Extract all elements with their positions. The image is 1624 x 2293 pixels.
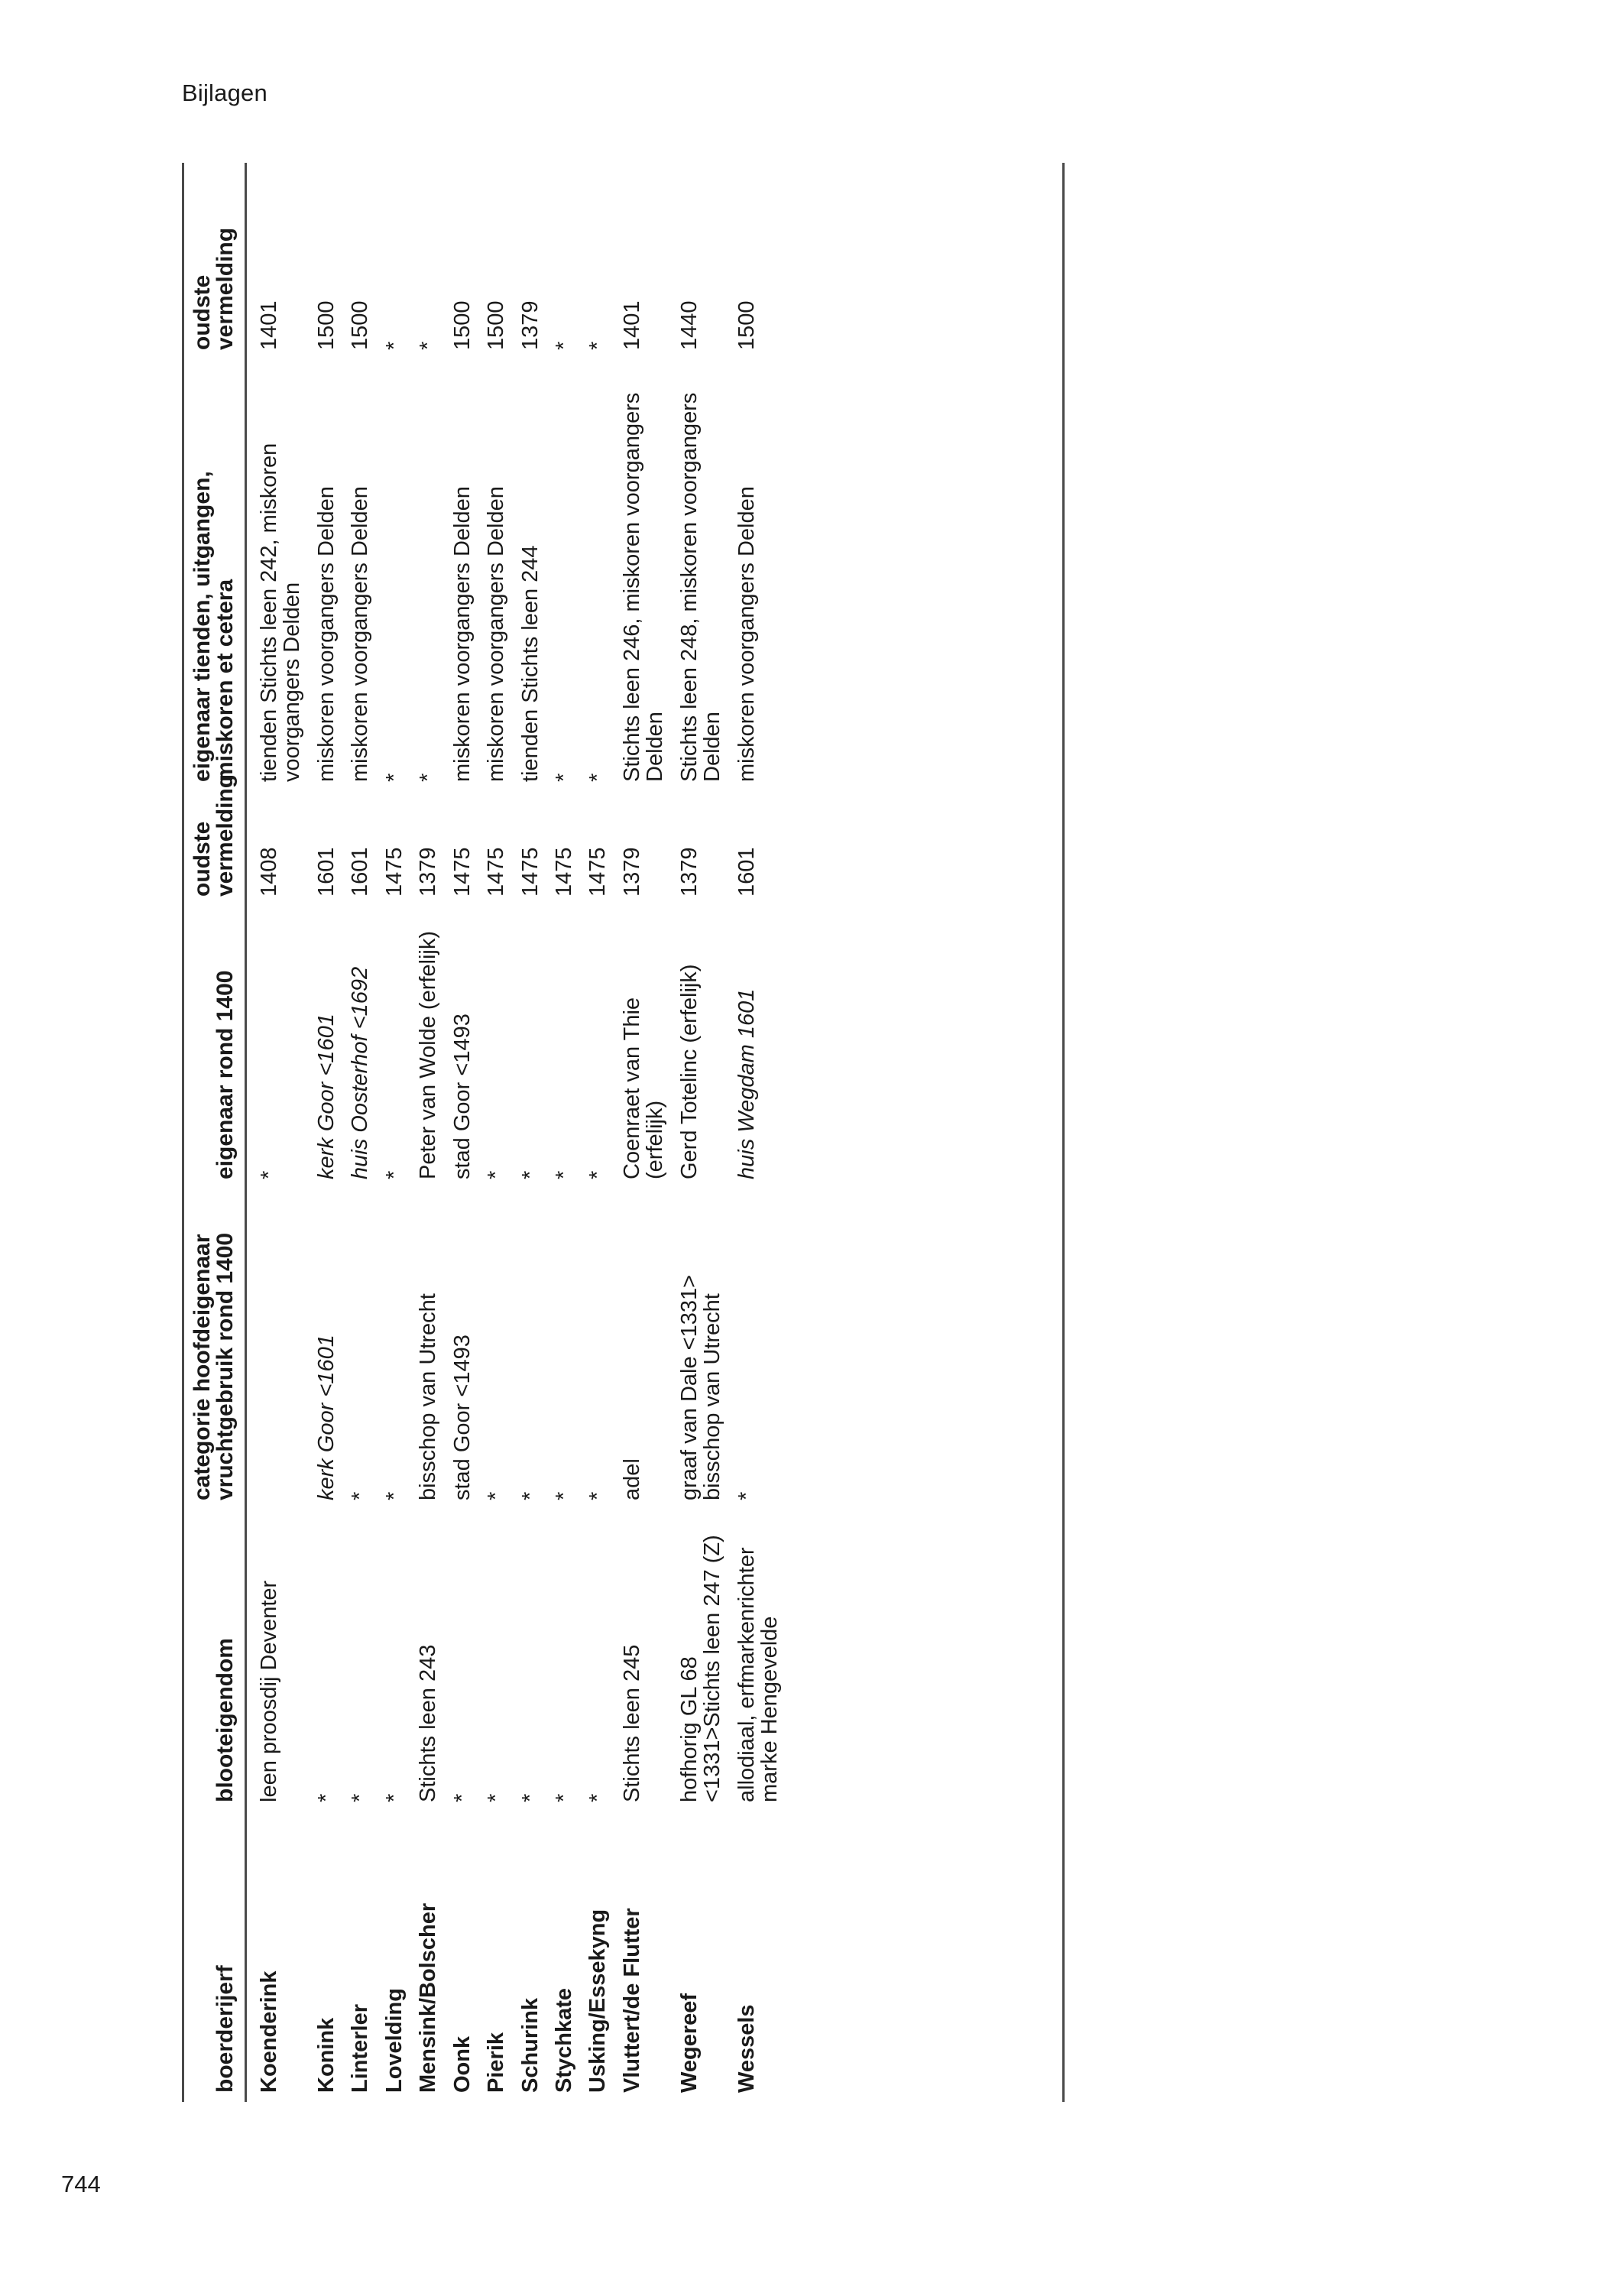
- table-cell: *: [585, 1170, 611, 1179]
- table-cell: *: [517, 1491, 543, 1500]
- table-cell: graaf van Dale <1331> bisschop van Utrecht: [676, 1274, 725, 1500]
- table-cell: adel: [619, 1458, 644, 1500]
- table-cell: [246, 1189, 309, 1510]
- table-cell: *: [585, 341, 611, 350]
- table-cell: 1408: [257, 847, 281, 897]
- table-cell: stad Goor <1493: [449, 1335, 475, 1500]
- table-cell: *: [551, 1491, 576, 1500]
- table-cell: allodiaal, erfmarkenrichter marke Hengevelde: [734, 1547, 782, 1802]
- table-cell: Stichts leen 248, miskoren voorgangers Delden: [676, 392, 725, 782]
- table-cell: huis Oosterhof <1692: [348, 966, 373, 1179]
- table-cell: Gerd Totelinc (erfelijk): [676, 964, 702, 1179]
- table-cell: *: [517, 1793, 543, 1802]
- table-cell: kerk Goor <1601: [313, 1335, 339, 1500]
- table-cell: 1475: [517, 847, 543, 897]
- table-cell: miskoren voorgangers Delden: [449, 486, 475, 782]
- farm-name: Stychkate: [551, 1987, 576, 2093]
- table-cell: *: [551, 773, 576, 782]
- table-cell: *: [517, 1170, 543, 1179]
- table-row: [410, 163, 444, 2102]
- table-row: [342, 163, 376, 2102]
- table-cell: 1440: [676, 300, 702, 350]
- rotated-table-container: [183, 163, 1062, 2102]
- table-cell: 1379: [416, 847, 441, 897]
- table-cell: stad Goor <1493: [449, 1014, 475, 1179]
- table-row: [478, 163, 512, 2102]
- table-cell: *: [348, 1793, 373, 1802]
- farm-ownership-table: [183, 163, 786, 2102]
- table-cell: *: [381, 773, 407, 782]
- page-number: 744: [61, 2171, 101, 2197]
- table-cell: Coenraet van Thie (erfelijk): [619, 997, 668, 1179]
- table-cell: 1500: [484, 300, 509, 350]
- table-cell: 1500: [449, 300, 475, 350]
- table-cell: *: [348, 1491, 373, 1500]
- table-cell: *: [551, 1793, 576, 1802]
- table-cell: *: [381, 1170, 407, 1179]
- farm-name: Koenderink: [257, 1970, 281, 2093]
- farm-name: Oonk: [449, 2035, 475, 2093]
- table-cell: *: [416, 341, 441, 350]
- table-cell: 1601: [734, 847, 759, 897]
- header-row: [183, 163, 246, 2102]
- farm-name: Lovelding: [381, 1988, 407, 2093]
- table-cell: Stichts leen 246, miskoren voorgangers Delden: [619, 392, 668, 782]
- table-cell: *: [381, 1491, 407, 1500]
- table-cell: miskoren voorgangers Delden: [348, 486, 373, 782]
- table-cell: *: [449, 1793, 475, 1802]
- table-row: [445, 163, 478, 2102]
- table-cell: *: [381, 1793, 407, 1802]
- table-cell: tienden Stichts leen 242, miskoren voorgangers Delden: [257, 443, 305, 782]
- table-cell: 1379: [676, 847, 702, 897]
- table-row: [580, 163, 614, 2102]
- header-cell: oudste vermelding: [183, 163, 246, 359]
- table-cell: *: [585, 773, 611, 782]
- table-cell: Stichts leen 245: [619, 1644, 644, 1802]
- table-cell: *: [416, 773, 441, 782]
- table-cell: 1500: [313, 300, 339, 350]
- table-cell: 1401: [257, 300, 281, 350]
- header-cell: categorie hoofdeigenaar vruchtgebruik rond 1400: [183, 1189, 246, 1510]
- header-cell: eigenaar rond 1400: [183, 906, 246, 1189]
- table-cell: 1500: [348, 300, 373, 350]
- table-cell: *: [313, 1793, 339, 1802]
- table-cell: 1601: [348, 847, 373, 897]
- table-row: [729, 163, 786, 2102]
- table-cell: *: [381, 341, 407, 350]
- table-cell: kerk Goor <1601: [313, 1014, 339, 1179]
- table-cell: 1475: [381, 847, 407, 897]
- table-cell: *: [484, 1491, 509, 1500]
- table-cell: *: [585, 1793, 611, 1802]
- table-cell: *: [257, 1170, 281, 1179]
- farm-name: Usking/Essekyng: [585, 1909, 611, 2093]
- table-row: [377, 163, 410, 2102]
- table-cell: leen proosdij Deventer: [257, 1580, 281, 1802]
- running-head: Bijlagen: [182, 79, 267, 106]
- farm-name: Wessels: [734, 2004, 759, 2093]
- table-cell: 1475: [484, 847, 509, 897]
- table-row: [309, 163, 342, 2102]
- farm-name: Linterler: [348, 2003, 373, 2093]
- farm-name: Schurink: [517, 1997, 543, 2093]
- table-row: [513, 163, 546, 2102]
- farm-name: Wegereef: [676, 1993, 702, 2093]
- table-cell: *: [551, 341, 576, 350]
- table-cell: 1379: [517, 300, 543, 350]
- header-cell: blooteigendom: [183, 1510, 246, 1811]
- table-cell: bisschop van Utrecht: [416, 1293, 441, 1500]
- table-cell: 1475: [585, 847, 611, 897]
- table-cell: Stichts leen 243: [416, 1644, 441, 1802]
- table-cell: huis Wegdam 1601: [734, 988, 759, 1179]
- table-cell: 1379: [619, 847, 644, 897]
- table-cell: *: [734, 1491, 759, 1500]
- farm-name: Vluttert/de Flutter: [619, 1908, 644, 2093]
- table-cell: *: [484, 1793, 509, 1802]
- table-cell: miskoren voorgangers Delden: [734, 486, 759, 782]
- table-cell: 1601: [313, 847, 339, 897]
- table-row: [246, 163, 309, 2102]
- table-cell: 1401: [619, 300, 644, 350]
- table-cell: *: [551, 1170, 576, 1179]
- table-bottom-rule: [1062, 163, 1065, 2102]
- table-cell: 1475: [551, 847, 576, 897]
- header-cell: boerderijerf: [183, 1811, 246, 2102]
- table-cell: miskoren voorgangers Delden: [313, 486, 339, 782]
- table-cell: tienden Stichts leen 244: [517, 545, 543, 782]
- table-cell: Peter van Wolde (erfelijk): [416, 930, 441, 1179]
- table-cell: *: [585, 1491, 611, 1500]
- header-cell: eigenaar tienden, uitgangen, miskoren et cetera: [183, 359, 246, 791]
- table-cell: 1500: [734, 300, 759, 350]
- farm-name: Pierik: [484, 2032, 509, 2093]
- table-row: [672, 163, 729, 2102]
- farm-name: Mensink/Bolscher: [416, 1902, 441, 2093]
- table-row: [614, 163, 672, 2102]
- table-row: [546, 163, 580, 2102]
- farm-name: Konink: [313, 2017, 339, 2093]
- table-cell: hofhorig GL 68 <1331>Stichts leen 247 (Z): [676, 1535, 725, 1802]
- table-cell: 1475: [449, 847, 475, 897]
- table-cell: miskoren voorgangers Delden: [484, 486, 509, 782]
- header-cell: oudste vermelding: [183, 791, 246, 906]
- table-cell: *: [484, 1170, 509, 1179]
